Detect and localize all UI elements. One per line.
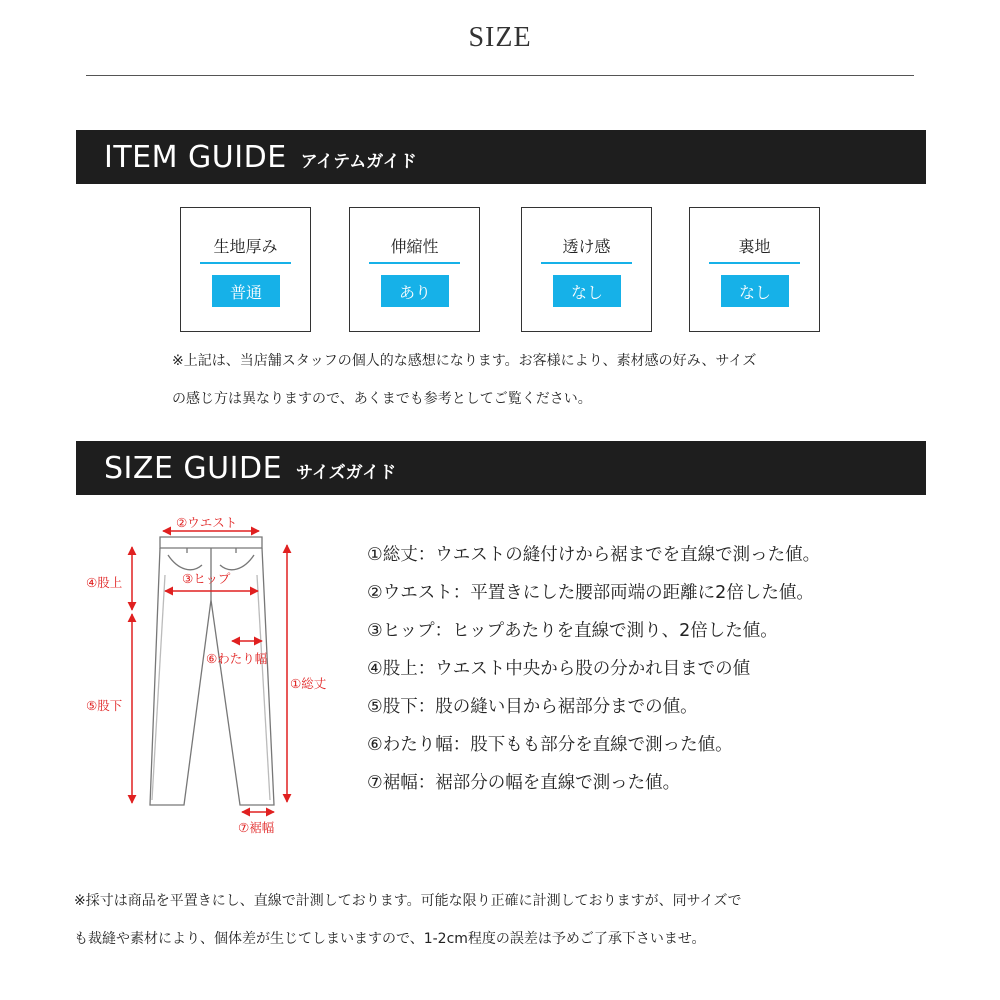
guide-box-sheerness <box>521 207 652 332</box>
size-guide-title-jp: サイズガイド <box>296 462 397 483</box>
length-label: ①総丈 <box>290 676 327 691</box>
guide-value-badge: なし <box>553 275 621 307</box>
inseam-label: ⑤股下 <box>86 698 123 713</box>
definition-waist: ②ウエスト：平置きにした腰部両端の距離に2倍した値。 <box>367 583 814 603</box>
hip-label: ③ヒップ <box>182 571 231 586</box>
pants-measurement-diagram <box>0 500 360 860</box>
note-line: も裁縫や素材により、個体差が生じてしまいますので、1-2cm程度の誤差は予めご了承下さいませ。 <box>74 931 706 947</box>
guide-divider <box>369 262 460 264</box>
note-line: ※上記は、当店舗スタッフの個人的な感想になります。お客様により、素材感の好み、サイズ <box>172 353 757 369</box>
size-definitions-list <box>367 536 820 802</box>
guide-box-fabric-thickness <box>180 207 311 332</box>
guide-divider <box>200 262 291 264</box>
guide-label: 透け感 <box>562 237 611 256</box>
guide-box-lining <box>689 207 820 332</box>
definition-hem: ⑦裾幅：裾部分の幅を直線で測った値。 <box>367 773 681 793</box>
definition-inseam: ⑤股下：股の縫い目から裾部分までの値。 <box>367 697 698 717</box>
guide-value-badge: なし <box>721 275 789 307</box>
page-title: SIZE <box>468 22 532 53</box>
guide-box-stretch <box>349 207 480 332</box>
guide-label: 裏地 <box>738 237 771 256</box>
measurement-note <box>74 882 934 958</box>
rise-label: ④股上 <box>86 575 123 590</box>
item-guide-title-jp: アイテムガイド <box>300 151 417 172</box>
guide-divider <box>709 262 800 264</box>
size-guide-title-en: SIZE GUIDE <box>104 450 283 486</box>
guide-label: 生地厚み <box>213 237 278 256</box>
note-line: ※採寸は商品を平置きにし、直線で計測しております。可能な限り正確に計測しておりますが、同サイズで <box>74 893 742 909</box>
note-line: の感じ方は異なりますので、あくまでも参考としてご覧ください。 <box>172 391 592 407</box>
guide-value-badge: 普通 <box>212 275 280 307</box>
guide-value-badge: あり <box>381 275 449 307</box>
thigh-label: ⑥わたり幅 <box>206 651 268 666</box>
definition-hip: ③ヒップ：ヒップあたりを直線で測り、2倍した値。 <box>367 621 778 641</box>
guide-divider <box>541 262 632 264</box>
guide-label: 伸縮性 <box>390 237 439 256</box>
definition-length: ①総丈：ウエストの縫付けから裾までを直線で測った値。 <box>367 545 821 565</box>
definition-rise: ④股上：ウエスト中央から股の分かれ目までの値 <box>367 659 751 679</box>
definition-thigh: ⑥わたり幅：股下もも部分を直線で測った値。 <box>367 735 733 755</box>
item-guide-note <box>172 342 852 418</box>
item-guide-header <box>76 130 926 184</box>
item-guide-title-en: ITEM GUIDE <box>104 139 287 175</box>
title-divider <box>86 75 914 76</box>
hem-label: ⑦裾幅 <box>238 820 275 835</box>
size-guide-header <box>76 441 926 495</box>
waist-label: ②ウエスト <box>176 515 238 530</box>
